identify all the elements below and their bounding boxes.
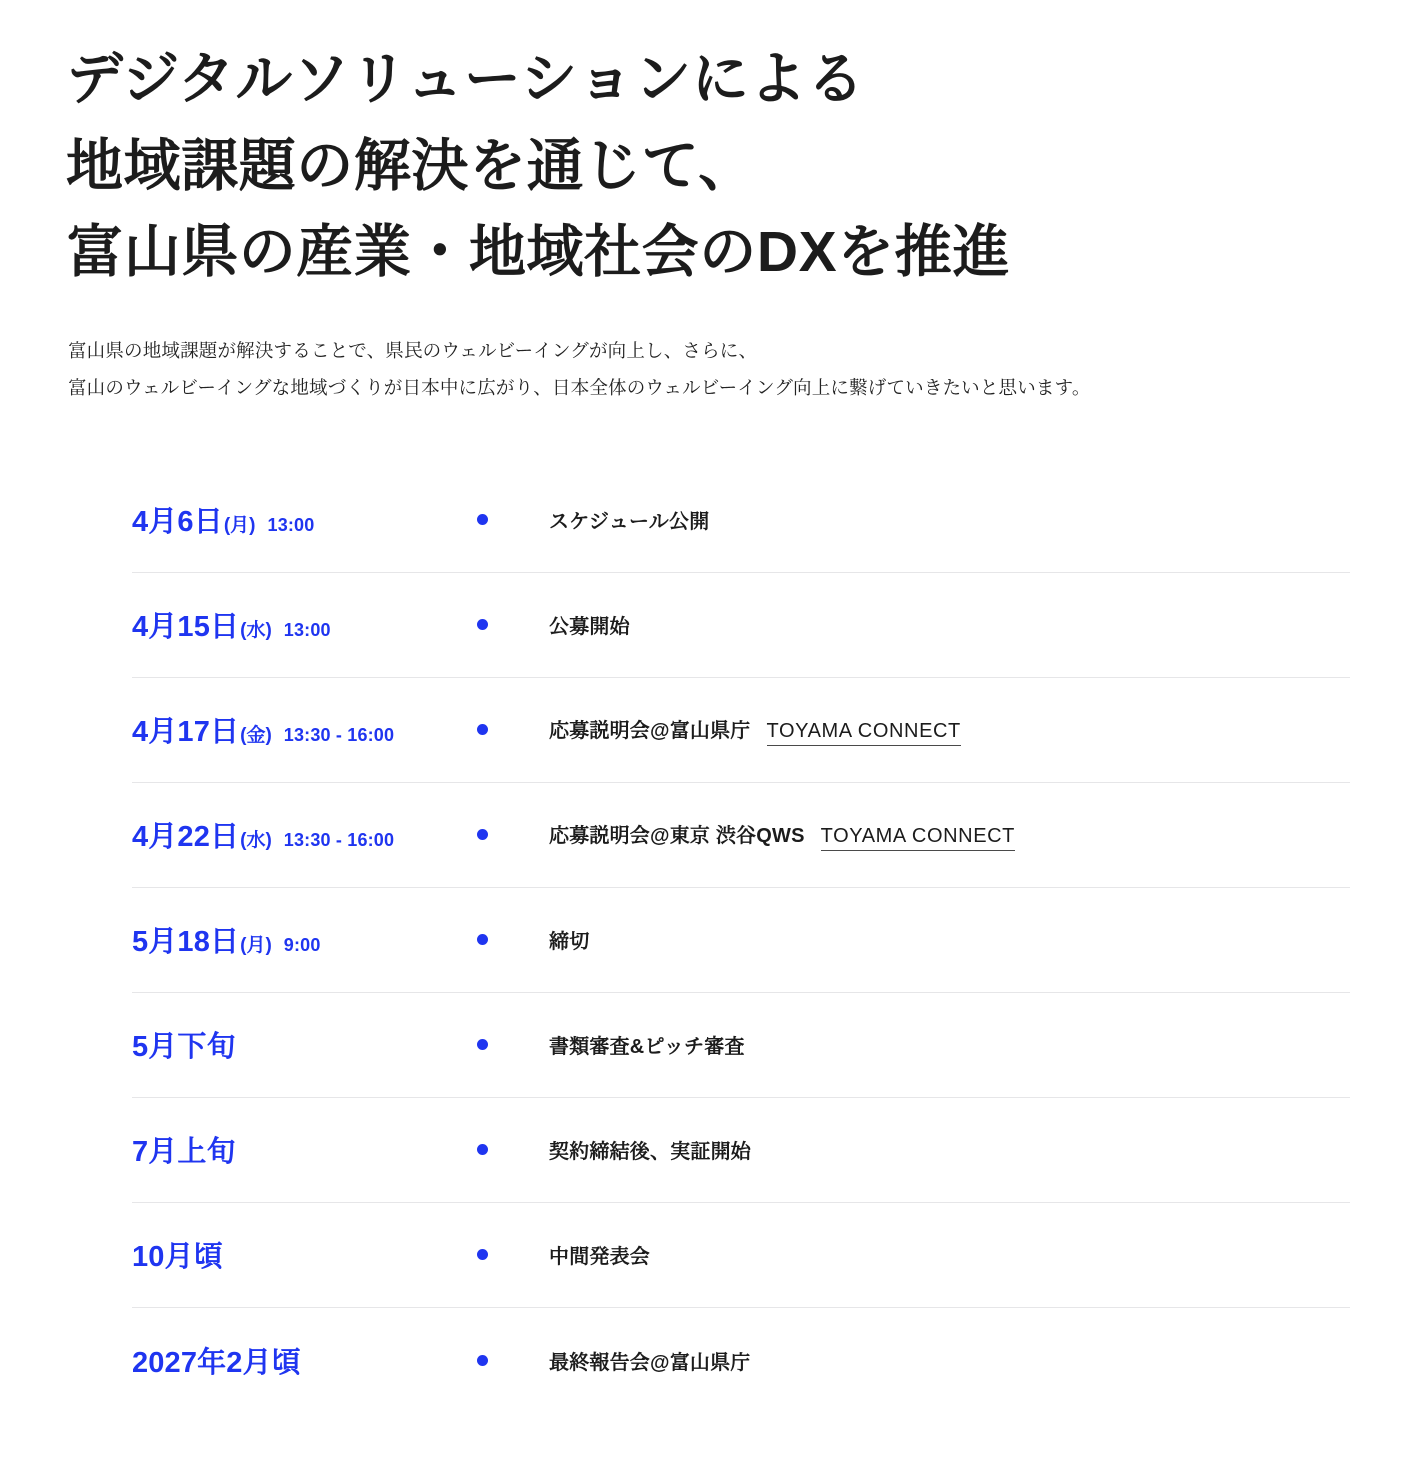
lead-paragraph (0, 332, 1410, 406)
schedule-date (132, 1129, 477, 1170)
schedule-date-time: 13:30 - 16:00 (283, 725, 395, 746)
schedule-description-text: 書類審査&ピッチ審査 (549, 1036, 745, 1059)
schedule-date-time: 9:00 (283, 935, 321, 956)
schedule-row (132, 993, 1350, 1098)
lead-line-2: 富山のウェルビーイングな地域づくりが日本中に広がり、日本全体のウェルビーイング向上に繋げていきたいと思います。 (68, 376, 1091, 398)
page-title-line-3: 富山県の産業・地域社会のDXを推進 (66, 220, 1010, 285)
schedule-description (549, 1346, 1350, 1375)
schedule-date-weekday: (月) (240, 935, 272, 957)
schedule-description (549, 1135, 1350, 1164)
schedule-date-weekday: (水) (240, 620, 272, 642)
schedule-date (132, 919, 477, 960)
schedule-row (132, 678, 1350, 783)
schedule-date-main: 10月頃 (132, 1241, 223, 1274)
bullet-icon (477, 1355, 549, 1366)
schedule-description (549, 1030, 1350, 1059)
schedule-date-weekday: (金) (240, 725, 272, 747)
schedule-row (132, 1203, 1350, 1308)
lead-line-1: 富山県の地域課題が解決することで、県民のウェルビーイングが向上し、さらに、 (68, 339, 758, 361)
schedule-date-main: 2027年2月頃 (132, 1346, 301, 1379)
bullet-icon (477, 619, 549, 630)
schedule-date-weekday: (月) (223, 515, 256, 537)
schedule-date-main: 5月18日 (132, 926, 240, 959)
schedule-description (549, 1240, 1350, 1269)
schedule-description-text: 最終報告会@富山県庁 (549, 1351, 751, 1374)
schedule-date (132, 1234, 477, 1275)
schedule-date-time: 13:00 (283, 620, 331, 641)
schedule-description-text: 応募説明会@東京 渋谷QWS (549, 824, 805, 847)
schedule-description-text: 契約締結後、実証開始 (549, 1141, 751, 1164)
schedule-row (132, 1308, 1350, 1413)
schedule-description-text: スケジュール公開 (549, 511, 710, 534)
schedule-description (549, 925, 1350, 954)
schedule-date (132, 604, 477, 645)
schedule-date-main: 4月6日 (132, 506, 223, 539)
schedule-row (132, 573, 1350, 678)
schedule-row (132, 1098, 1350, 1203)
page-title-line-2: 地域課題の解決を通じて、 (66, 133, 756, 198)
schedule-description (549, 505, 1350, 534)
schedule-row (132, 888, 1350, 993)
schedule-date-time: 13:30 - 16:00 (283, 830, 395, 851)
schedule-date-main: 5月下旬 (132, 1031, 236, 1064)
page-title (0, 0, 1410, 296)
schedule-date (132, 1024, 477, 1065)
schedule-venue-tag: TOYAMA CONNECT (821, 825, 1015, 851)
bullet-icon (477, 829, 549, 840)
schedule-date (132, 1340, 477, 1381)
schedule-date-main: 4月22日 (132, 821, 240, 854)
schedule-date-main: 4月17日 (132, 716, 240, 749)
schedule-date-main: 4月15日 (132, 611, 240, 644)
schedule-description (549, 819, 1350, 851)
schedule-row (132, 468, 1350, 573)
bullet-icon (477, 1249, 549, 1260)
schedule-date-time: 13:00 (267, 515, 315, 536)
schedule-description-text: 中間発表会 (549, 1246, 650, 1269)
schedule-venue-tag: TOYAMA CONNECT (767, 720, 961, 746)
schedule-date-weekday: (水) (240, 830, 272, 852)
bullet-icon (477, 724, 549, 735)
schedule-date (132, 709, 477, 750)
schedule-description-text: 応募説明会@富山県庁 (549, 719, 751, 742)
bullet-icon (477, 514, 549, 525)
bullet-icon (477, 1144, 549, 1155)
schedule-description-text: 締切 (549, 931, 590, 954)
schedule-list (0, 468, 1410, 1413)
schedule-row (132, 783, 1350, 888)
schedule-description (549, 610, 1350, 639)
bullet-icon (477, 934, 549, 945)
schedule-description-text: 公募開始 (549, 616, 630, 639)
schedule-date (132, 814, 477, 855)
page-title-line-1: デジタルソリューションによる (66, 47, 865, 111)
schedule-date (132, 499, 477, 540)
schedule-date-main: 7月上旬 (132, 1136, 236, 1169)
schedule-description (549, 714, 1350, 746)
bullet-icon (477, 1039, 549, 1050)
